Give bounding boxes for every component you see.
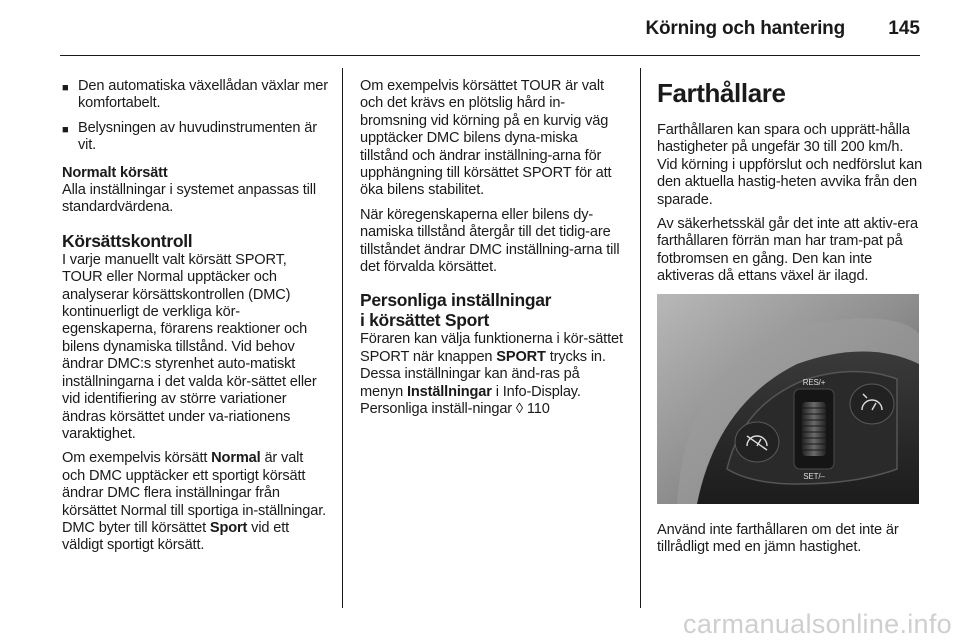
korsattskontroll-body: I varje manuellt valt körsätt SPORT, TOUR eller Normal upptäcker och analyserar körsättskontrollen (DMC) kontinuerligt de verkliga kör-egenskaperna, förarens reaktioner och bilens dynamiska tillstånd. Vid behov ändrar DMC:s styrenhet auto-matiskt inställningarna i det valda kör-sättet eller vid identifiering av större variationer ändras körsättet under va-riationens varaktighet.	[62, 251, 317, 442]
personal-settings-heading: Personliga inställningar i körsättet Sport	[360, 290, 552, 331]
farthallare-warning: Använd inte farthållaren om det inte är tillrådligt med en jämn hastighet.	[657, 521, 899, 556]
column-divider-1	[342, 68, 343, 608]
list-item: ■ Den automatiska växellådan växlar mer komfortabelt.	[62, 78, 328, 112]
bullet-icon: ■	[62, 123, 69, 136]
personal-settings-body: Föraren kan välja funktionerna i kör-sättet SPORT när knappen SPORT trycks in. Dessa inställningar kan änd-ras på menyn Inställningar i Info-Display. Personliga inställ-ningar ◊ 110	[360, 331, 623, 418]
normal-mode-label: Normal	[211, 450, 261, 467]
section-title: Körning och hantering	[645, 18, 845, 39]
column-divider-2	[640, 68, 641, 608]
list-item: ■ Belysningen av huvudinstrumenten är vit.	[62, 119, 317, 154]
bullet-icon: ■	[62, 82, 69, 94]
page-reference-icon: ◊	[515, 401, 523, 418]
set-minus-label: SET/–	[803, 471, 825, 481]
column-1	[62, 78, 328, 562]
cruise-control-photo	[657, 294, 919, 504]
farthallare-safety: Av säkerhetsskäl går det inte att aktiv-era farthållaren förrän man har tram-pat på fotbromsen en gång. Den kan inte aktiveras då ettans växel är ilagd.	[657, 216, 918, 285]
farthallare-intro: Farthållaren kan spara och upprätt-hålla hastigheter på ungefär 30 till 200 km/h. Vid körning i uppförslut och nedförslut kan den aktuella hastig-heten avvika från den sparade.	[657, 122, 923, 208]
normal-heading: Normalt körsätt	[62, 164, 168, 181]
normal-body: Alla inställningar i systemet anpassas till standardvärdena.	[62, 182, 316, 216]
farthallare-heading: Farthållare	[657, 78, 786, 108]
example-paragraph: Om exempelvis körsätt Normal är valt och DMC upptäcker ett sportigt körsätt ändrar DMC flera inställningar från körsättet Normal till sportiga in-ställningar. DMC byter till körsättet Sport vid ett väldigt sportigt körsätt.	[62, 450, 327, 554]
cruise-off-button[interactable]	[735, 422, 779, 462]
sport-mode-label: Sport	[209, 519, 248, 536]
settings-menu-label: Inställningar	[406, 383, 492, 400]
page-header	[0, 0, 960, 60]
page-reference[interactable]: 110	[522, 401, 550, 418]
header-divider	[60, 55, 920, 56]
cruise-on-button[interactable]	[850, 384, 894, 424]
cruise-roller-wheel[interactable]	[802, 402, 826, 456]
tour-paragraph: Om exempelvis körsättet TOUR är valt och det krävs en plötslig hård in-bromsning vid körning på en kurvig väg upptäcker DMC bilens dyna-miska tillstånd och ändrar inställning-arna för upphängning till körsättet SPORT för att öka bilens stabilitet.	[360, 78, 612, 199]
watermark: carmanualsonline.info	[683, 609, 952, 639]
column-2	[360, 78, 626, 426]
page-number: 145	[888, 18, 920, 39]
res-plus-label: RES/+	[802, 377, 826, 387]
korsattskontroll-heading: Körsättskontroll	[62, 230, 193, 251]
sport-button-label: SPORT	[496, 348, 546, 365]
column-3	[657, 78, 923, 563]
return-paragraph: När köregenskaperna eller bilens dy-namiska tillstånd återgår till det tidig-are tillståndet ändrar DMC inställning-arna till det förvalda körsättet.	[360, 206, 620, 276]
